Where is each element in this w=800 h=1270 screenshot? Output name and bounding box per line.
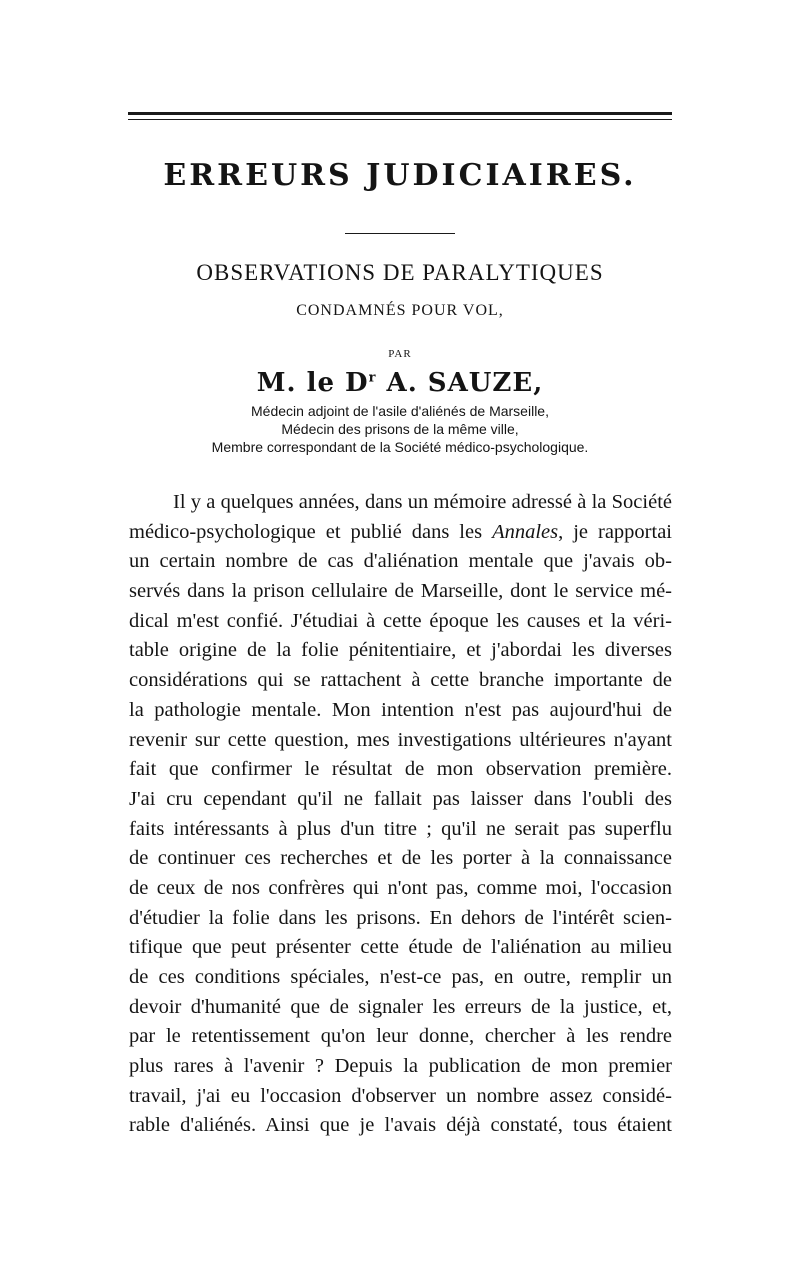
author-title-superscript: r — [368, 370, 377, 386]
text-line — [129, 518, 672, 548]
text-line: devoir d'humanité que de signaler les erreurs de la justice, et, — [129, 995, 672, 1018]
text-line: plus rares à l'avenir ? Depuis la publication de mon premier — [129, 1055, 672, 1078]
text-line: un certain nombre de cas d'aliénation mentale que j'avais ob- — [129, 550, 672, 573]
author-prefix: M. le D — [256, 368, 369, 398]
author-surname: A. SAUZE, — [376, 368, 544, 398]
text-line: tifique que peut présenter cette étude de l'aliénation au milieu — [129, 936, 672, 959]
affiliation-line: Membre correspondant de la Société médico-psychologique. — [211, 439, 589, 455]
article-body — [129, 488, 672, 1141]
text-line: de continuer ces recherches et de les porter à la connaissance — [129, 847, 672, 870]
article-subtitle: OBSERVATIONS DE PARALYTIQUES — [196, 260, 604, 285]
text-line: par le retentissement qu'on leur donne, chercher à les rendre — [129, 1025, 672, 1048]
text-line: revenir sur cette question, mes investigations ultérieures n'ayant — [129, 728, 672, 751]
text-run: médico-psychologique et publié dans les — [129, 520, 493, 543]
text-line: table origine de la folie pénitentiaire, et j'abordai les diverses — [129, 639, 672, 662]
article-subtitle-2: CONDAMNÉS POUR VOL, — [296, 302, 504, 319]
title-separator — [345, 233, 455, 234]
text-line: dical m'est confié. J'étudiai à cette époque les causes et la véri- — [129, 609, 672, 632]
text-line: rable d'aliénés. Ainsi que je l'avais déjà constaté, tous étaient — [129, 1114, 672, 1137]
text-run: , je rapportai — [558, 520, 672, 543]
text-line: la pathologie mentale. Mon intention n'est pas aujourd'hui de — [129, 698, 672, 721]
affiliation-line: Médecin adjoint de l'asile d'aliénés de Marseille, — [251, 403, 549, 419]
page-title: ERREURS JUDICIAIRES. — [163, 158, 637, 193]
text-line: fait que confirmer le résultat de mon observation première. — [129, 758, 672, 781]
italic-title: Annales — [492, 520, 559, 543]
text-line: de ces conditions spéciales, n'est-ce pas, en outre, remplir un — [129, 966, 672, 988]
text-line: de ceux de nos confrères qui n'ont pas, comme moi, l'occasion — [129, 876, 672, 899]
top-rule-thick — [128, 112, 672, 115]
text-line: travail, j'ai eu l'occasion d'observer un nombre assez considé- — [129, 1084, 672, 1107]
top-rule-thin — [128, 119, 672, 120]
text-line: Il y a quelques années, dans un mémoire adressé à la Société — [173, 491, 672, 513]
text-line: J'ai cru cependant qu'il ne fallait pas laisser dans l'oubli des — [129, 787, 672, 810]
author-name — [0, 368, 800, 398]
text-line: faits intéressants à plus d'un titre ; qu'il ne serait pas superflu — [129, 817, 672, 840]
by-label: PAR — [388, 348, 412, 360]
affiliation-line: Médecin des prisons de la même ville, — [281, 421, 519, 437]
text-line: considérations qui se rattachent à cette branche importante de — [129, 669, 672, 692]
text-line: d'étudier la folie dans les prisons. En dehors de l'intérêt scien- — [129, 906, 672, 929]
text-line: servés dans la prison cellulaire de Marseille, dont le service mé- — [129, 580, 672, 603]
